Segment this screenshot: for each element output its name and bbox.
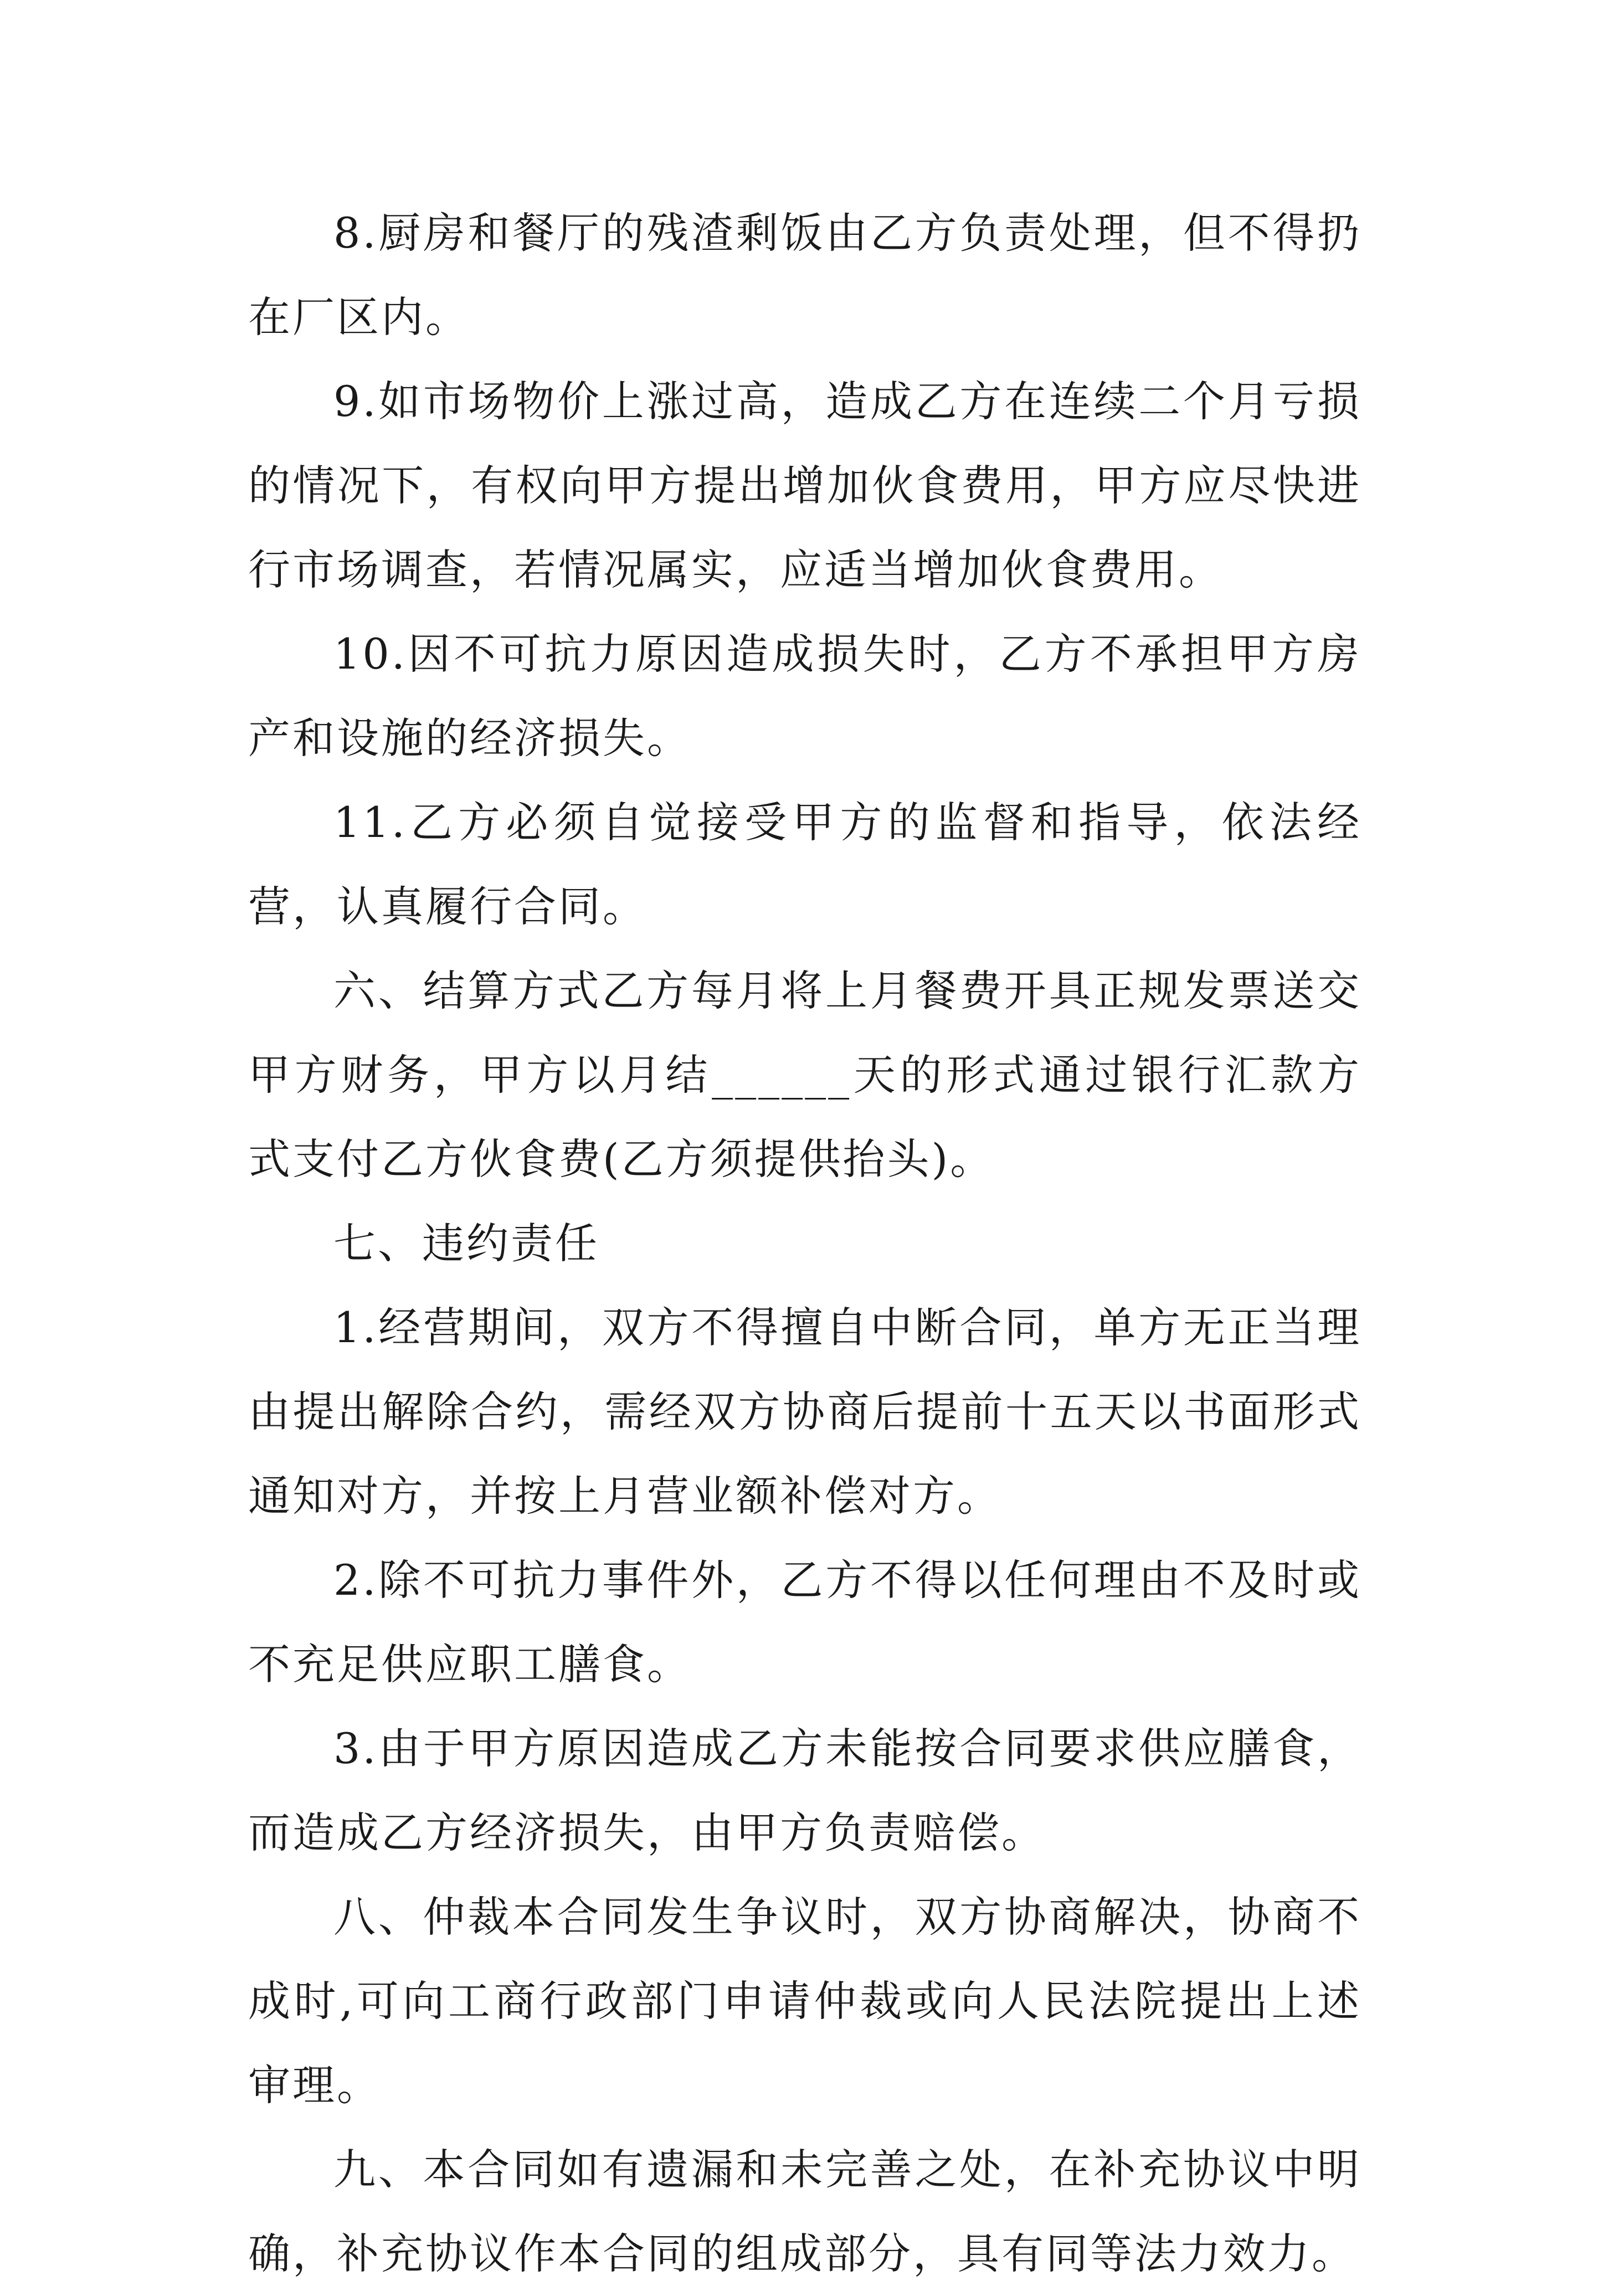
paragraph-8-kitchen-waste: 8.厨房和餐厅的残渣剩饭由乙方负责处理，但不得扔在厂区内。: [248, 208, 1361, 342]
paragraph-9-price-increase: 9.如市场物价上涨过高，造成乙方在连续二个月亏损的情况下，有权向甲方提出增加伙食费用，甲方应尽快进行市场调查，若情况属实，应适当增加伙食费用。: [248, 377, 1361, 594]
section-6-settlement: 六、结算方式乙方每月将上月餐费开具正规发票送交甲方财务，甲方以月结______天的形式通过银行汇款方式支付乙方伙食费(乙方须提供抬头)。: [248, 966, 1361, 1184]
section-7-heading: 七、违约责任: [333, 1219, 599, 1268]
paragraph-7-1-termination: 1.经营期间，双方不得擅自中断合同，单方无正当理由提出解除合约，需经双方协商后提前十五天以书面形式通知对方，并按上月营业额补偿对方。: [248, 1303, 1361, 1521]
paragraph-10-force-majeure: 10.因不可抗力原因造成损失时，乙方不承担甲方房产和设施的经济损失。: [248, 629, 1361, 763]
document-body: [248, 191, 1361, 2296]
paragraph-11-supervision: 11.乙方必须自觉接受甲方的监督和指导，依法经营，认真履行合同。: [248, 798, 1361, 931]
section-9-supplement: 九、本合同如有遗漏和未完善之处，在补充协议中明确，补充协议作本合同的组成部分，具有同等法力效力。: [248, 2145, 1361, 2278]
paragraph-7-2-supply: 2.除不可抗力事件外，乙方不得以任何理由不及时或不充足供应职工膳食。: [248, 1555, 1361, 1689]
section-8-arbitration: 八、仲裁本合同发生争议时，双方协商解决，协商不成时,可向工商行政部门申请仲裁或向人民法院提出上述审理。: [248, 1892, 1361, 2110]
paragraph-7-3-compensation: 3.由于甲方原因造成乙方未能按合同要求供应膳食，而造成乙方经济损失，由甲方负责赔偿。: [248, 1724, 1361, 1857]
